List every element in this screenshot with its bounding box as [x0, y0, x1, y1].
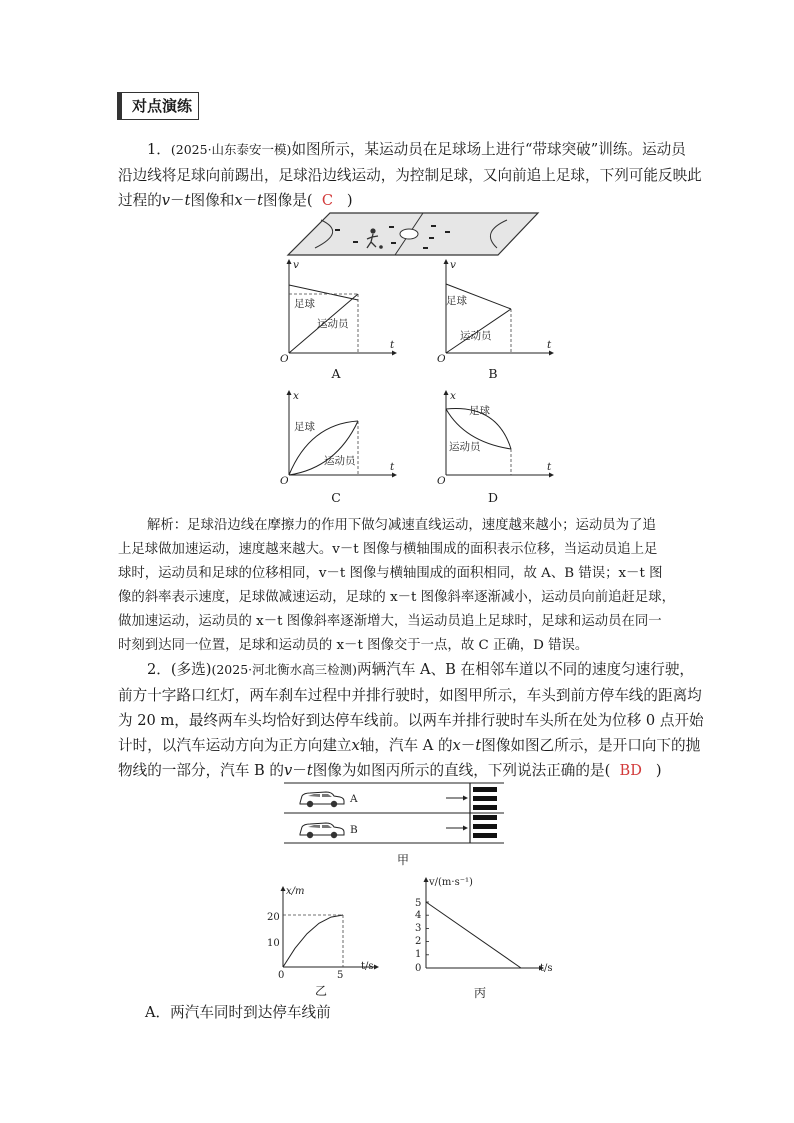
x-axis-arrow: [444, 390, 449, 395]
q2-line3: 为 20 m，最终两车头均恰好到达停车线前。以两车并排行驶时车头所在处为位移 0 点开始: [118, 712, 704, 729]
yi-xlabel: t/s: [361, 961, 374, 972]
q2-line2: 前方十字路口红灯，两车刹车过程中并排行驶时，如图甲所示，车头到前方停车线的距离均: [118, 687, 702, 704]
fig-jia-caption: 甲: [396, 853, 409, 867]
player-label: 运动员: [449, 441, 481, 453]
graph-c: [278, 388, 398, 488]
var-t: t: [306, 762, 313, 779]
bing-tick-3: 3: [415, 923, 422, 934]
origin-label: O: [437, 353, 446, 365]
explanation-text: 足球沿边线在摩擦力的作用下做匀减速直线运动，速度越来越小；运动员为了追: [187, 518, 656, 533]
car-a-label: A: [350, 793, 358, 805]
explanation-line3: 球时，运动员和足球的位移相同，v－t 图像与横轴围成的面积相同，故 A、B 错误；x－t 图: [118, 566, 663, 581]
car-a-xt-curve: [283, 915, 343, 967]
paren: ): [655, 762, 662, 779]
q2-source: (2025·河北衡水高三检测): [211, 662, 358, 677]
q1-answer: C: [321, 192, 333, 209]
q1-text-b: 图像和: [190, 192, 235, 209]
graph-c-label: C: [331, 490, 341, 505]
q1-text-a: 过程的: [118, 192, 162, 209]
t-axis-arrow: [392, 473, 397, 478]
graph-yi: [262, 878, 390, 982]
q2-prefix: (多选): [170, 661, 212, 678]
graph-d: [435, 388, 555, 488]
yi-ylabel: x/m: [286, 886, 305, 897]
bing-tick-5: 5: [415, 898, 422, 909]
x-axis-arrow: [281, 886, 286, 891]
q2-answer: BD: [619, 762, 642, 779]
q2-number: 2．: [147, 661, 171, 678]
v-axis-arrow: [424, 877, 429, 882]
axis-label-t: t: [390, 339, 395, 351]
t-axis-arrow: [392, 351, 397, 356]
arrow-right-icon: [446, 826, 468, 831]
center-circle: [400, 229, 418, 239]
q2-text-c: 图像如图乙所示，是开口向下的抛: [481, 737, 701, 754]
paren: ): [346, 192, 353, 209]
yi-tick-5: 5: [337, 970, 344, 981]
q2-text-a: 物线的一部分，汽车 B 的: [118, 762, 284, 779]
graph-b: [435, 258, 555, 366]
explanation-line1: [147, 514, 656, 539]
var-v: v: [283, 762, 293, 779]
q2-text: 两辆汽车 A、B 在相邻车道以不同的速度匀速行驶，: [357, 661, 695, 678]
x-axis-arrow: [287, 390, 292, 395]
q1-line2: 沿边线将足球向前踢出，足球沿边线运动，为控制足球，又向前追上足球，下列可能反映此: [118, 167, 702, 184]
explanation-line5: 做加速运动，运动员的 x－t 图像斜率逐渐增大，当运动员追上足球时，足球和运动员在同一: [118, 614, 662, 629]
t-axis-arrow: [549, 473, 554, 478]
fig-bing-caption: 丙: [473, 986, 486, 1000]
axis-label-t: t: [547, 461, 552, 473]
dash: －: [292, 762, 307, 779]
yi-tick-0: 0: [278, 970, 285, 981]
graph-a: [278, 258, 398, 366]
bing-tick-2: 2: [415, 936, 422, 947]
section-title: 对点演练: [117, 92, 199, 120]
q1-source: (2025·山东泰安一模): [170, 142, 292, 157]
yi-plot: [283, 915, 343, 967]
var-t: t: [475, 737, 482, 754]
explanation-prefix: 解析：: [147, 518, 188, 533]
axis-label-v: v: [293, 259, 299, 271]
ball-label: 足球: [294, 298, 315, 310]
axis-label-x: x: [293, 390, 299, 402]
origin-label: O: [280, 475, 289, 487]
var-x: x: [452, 737, 461, 754]
dash: －: [170, 192, 185, 209]
football-field-illustration: [285, 210, 540, 258]
q2-line4: [118, 733, 700, 759]
player-label: 运动员: [317, 318, 349, 330]
graph-b-label: B: [488, 366, 498, 381]
var-t: t: [257, 192, 264, 209]
var-v: v: [161, 192, 171, 209]
ball-label: 足球: [294, 421, 315, 433]
axis-label-v: v: [450, 259, 456, 271]
arrow-right-icon: [446, 796, 468, 801]
axis-label-t: t: [390, 461, 395, 473]
graph-a-label: A: [331, 366, 341, 381]
q1-number: 1．: [147, 141, 171, 158]
car-b-icon: [300, 823, 344, 838]
q2-option-a: A．两汽车同时到达停车线前: [145, 1004, 331, 1021]
origin-label: O: [280, 353, 289, 365]
explanation-line2: 上足球做加速运动，速度越来越大。v－t 图像与横轴围成的面积表示位移，当运动员追上足: [118, 542, 658, 557]
v-axis-arrow: [444, 259, 449, 264]
ball-label: 足球: [446, 295, 467, 307]
q2-text-b: 图像为如图丙所示的直线，下列说法正确的是(: [312, 762, 611, 779]
axis-label-x: x: [450, 390, 456, 402]
q1-line1: [147, 137, 686, 163]
bing-plot: [426, 902, 521, 968]
v-axis-arrow: [287, 259, 292, 264]
bing-tick-1: 1: [415, 949, 422, 960]
var-t: t: [184, 192, 191, 209]
car-b-label: B: [350, 824, 358, 836]
var-x: x: [351, 737, 360, 754]
car-a-icon: [300, 792, 344, 807]
t-axis-arrow: [549, 351, 554, 356]
bing-tick-0: 0: [415, 963, 422, 974]
player-label: 运动员: [460, 330, 492, 342]
dash: －: [242, 192, 258, 209]
yi-tick-10: 10: [267, 938, 280, 949]
player-label: 运动员: [324, 455, 356, 467]
dash: －: [460, 737, 476, 754]
t-axis-arrow: [374, 965, 379, 970]
ball-label: 足球: [469, 405, 490, 417]
bing-xlabel: t/s: [540, 963, 553, 974]
axis-label-t: t: [547, 339, 552, 351]
q1-text: 如图所示，某运动员在足球场上进行“带球突破”训练。运动员: [291, 141, 686, 158]
explanation-line4: 像的斜率表示速度，足球做减速运动，足球的 x－t 图像斜率逐渐减小，运动员向前追赶足球，: [118, 590, 676, 605]
graph-d-label: D: [487, 490, 499, 505]
yi-tick-20: 20: [267, 912, 280, 923]
q2-text-b: 轴，汽车 A 的: [359, 737, 453, 754]
bing-ylabel: v/(m·s⁻¹): [429, 877, 473, 888]
q2-text-a: 计时，以汽车运动方向为正方向建立: [118, 737, 352, 754]
q2-line1: [147, 657, 694, 683]
var-x: x: [234, 192, 243, 209]
q1-text-c: 图像是(: [263, 192, 313, 209]
origin-label: O: [437, 475, 446, 487]
road-diagram: [280, 779, 516, 849]
car-b-vt-line: [426, 902, 521, 968]
explanation-line6: 时刻到达同一位置，足球和运动员的 x－t 图像交于一点，故 C 正确，D 错误。: [118, 638, 589, 653]
graph-bing: [407, 871, 559, 981]
bing-tick-4: 4: [415, 910, 422, 921]
fig-yi-caption: 乙: [314, 984, 327, 998]
